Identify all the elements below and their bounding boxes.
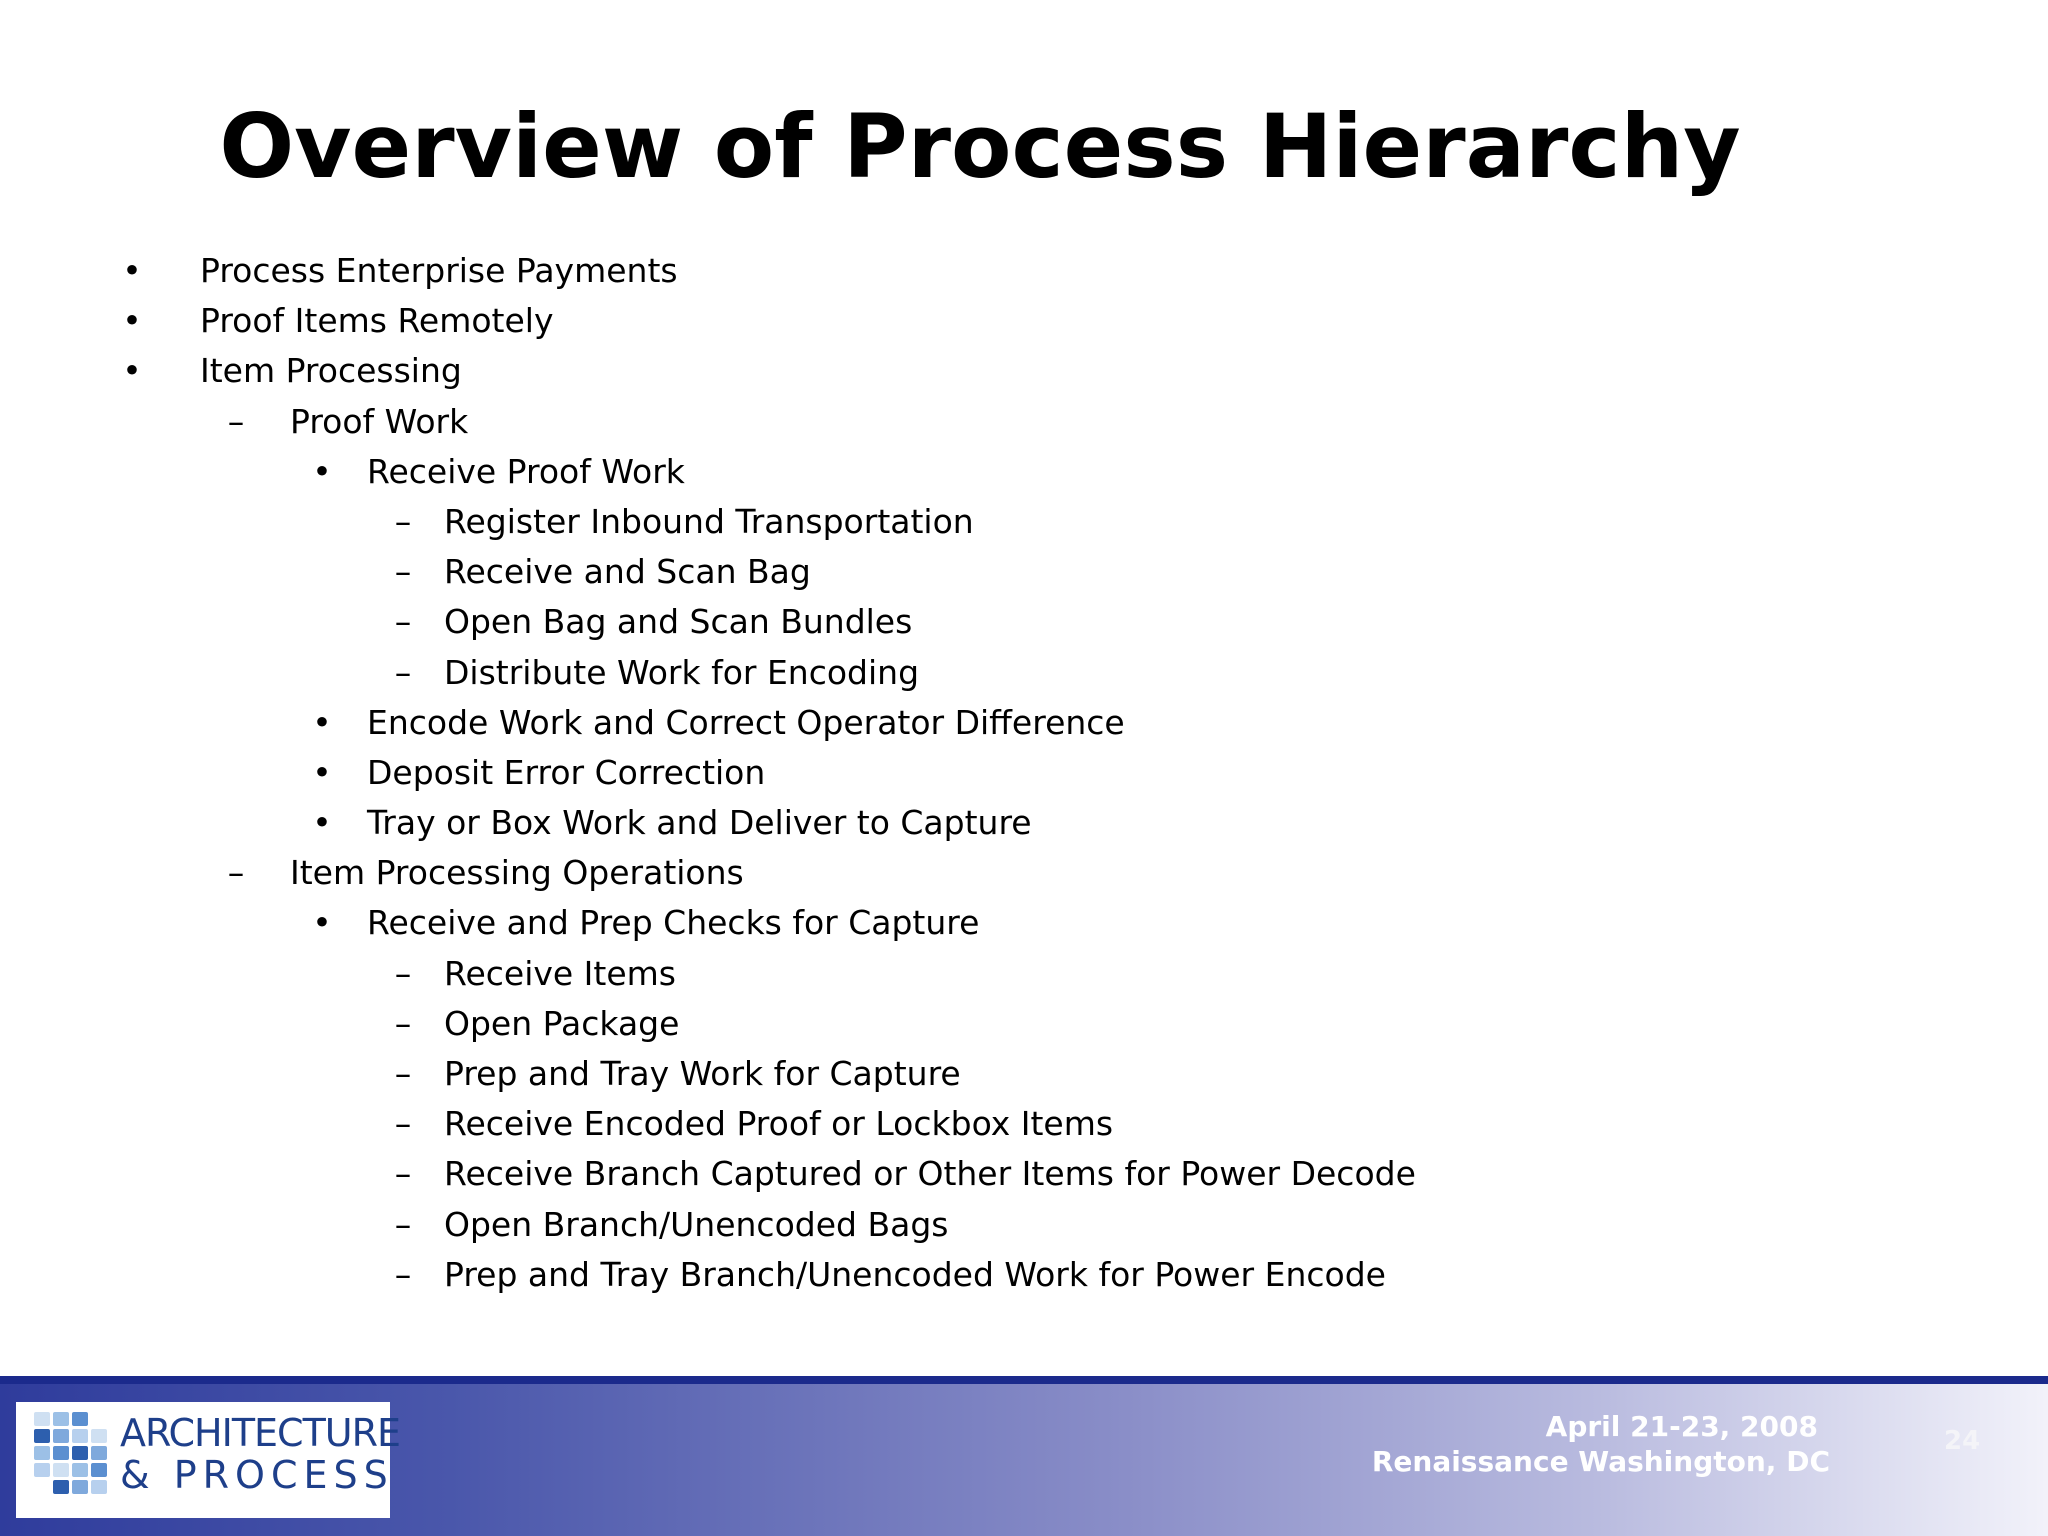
bullet-dash-marker: – bbox=[394, 1104, 412, 1144]
footer-rule bbox=[0, 1376, 2048, 1384]
bullet-text: Receive Encoded Proof or Lockbox Items bbox=[444, 1104, 1114, 1144]
bullet-item bbox=[0, 748, 2048, 798]
logo-text-architecture: ARCHITECTURE bbox=[120, 1411, 401, 1455]
bullet-item bbox=[0, 898, 2048, 948]
bullet-dot-marker: • bbox=[312, 903, 332, 943]
bullet-item bbox=[0, 949, 2048, 999]
bullet-item bbox=[0, 547, 2048, 597]
bullet-dot-marker: • bbox=[122, 251, 142, 290]
bullet-item bbox=[0, 698, 2048, 748]
page-number: 24 bbox=[1944, 1426, 1981, 1456]
logo-block bbox=[34, 1412, 50, 1426]
logo-block bbox=[53, 1429, 69, 1443]
bullet-dot-marker: • bbox=[312, 803, 332, 843]
logo-block bbox=[72, 1463, 88, 1477]
bullet-text: Prep and Tray Branch/Unencoded Work for Power Encode bbox=[444, 1254, 1386, 1294]
bullet-list bbox=[0, 246, 2048, 1300]
bullet-text: Proof Items Remotely bbox=[200, 301, 554, 341]
logo-block bbox=[53, 1412, 69, 1426]
bullet-item bbox=[0, 397, 2048, 447]
bullet-text: Process Enterprise Payments bbox=[200, 251, 678, 290]
logo-text-process: & PROCESS bbox=[120, 1453, 394, 1497]
bullet-text: Distribute Work for Encoding bbox=[444, 652, 920, 692]
logo-block bbox=[72, 1429, 88, 1443]
bullet-text: Item Processing Operations bbox=[290, 853, 744, 893]
bullet-text: Proof Work bbox=[290, 401, 469, 441]
bullet-text: Receive and Scan Bag bbox=[444, 552, 811, 592]
bullet-text: Item Processing bbox=[200, 351, 462, 391]
bullet-dash-marker: – bbox=[394, 1254, 412, 1294]
logo-block bbox=[72, 1446, 88, 1460]
bullet-dash-marker: – bbox=[394, 501, 412, 541]
bullet-dash-marker: – bbox=[394, 652, 412, 692]
bullet-text: Open Package bbox=[444, 1003, 680, 1043]
logo-block bbox=[72, 1412, 88, 1426]
logo-block bbox=[91, 1446, 107, 1460]
footer-band bbox=[0, 1376, 2048, 1536]
bullet-dash-marker: – bbox=[227, 853, 245, 893]
bullet-dot-marker: • bbox=[312, 451, 332, 491]
bullet-item bbox=[0, 1149, 2048, 1199]
bullet-item bbox=[0, 648, 2048, 698]
logo-block bbox=[91, 1429, 107, 1443]
bullet-text: Receive and Prep Checks for Capture bbox=[367, 903, 980, 943]
bullet-dot-marker: • bbox=[122, 301, 142, 341]
bullet-text: Prep and Tray Work for Capture bbox=[444, 1054, 961, 1093]
bullet-text: Receive Items bbox=[444, 953, 676, 993]
bullet-item bbox=[0, 1099, 2048, 1149]
bullet-item bbox=[0, 497, 2048, 547]
bullet-dash-marker: – bbox=[227, 401, 245, 441]
bullet-text: Receive Proof Work bbox=[367, 451, 685, 491]
bullet-dash-marker: – bbox=[394, 552, 412, 592]
bullet-dash-marker: – bbox=[394, 602, 412, 642]
bullet-dot-marker: • bbox=[312, 702, 332, 742]
bullet-item bbox=[0, 597, 2048, 647]
bullet-item bbox=[0, 1250, 2048, 1300]
bullet-dash-marker: – bbox=[394, 1154, 412, 1194]
logo-block bbox=[53, 1480, 69, 1494]
bullet-text: Register Inbound Transportation bbox=[444, 501, 974, 541]
event-venue: Renaissance Washington, DC bbox=[1371, 1445, 1830, 1478]
logo-block bbox=[34, 1429, 50, 1443]
bullet-item bbox=[0, 999, 2048, 1049]
bullet-dot-marker: • bbox=[312, 752, 332, 792]
bullet-dot-marker: • bbox=[122, 351, 142, 391]
logo-block bbox=[53, 1463, 69, 1477]
bullet-text: Tray or Box Work and Deliver to Capture bbox=[367, 803, 1032, 843]
logo-block bbox=[72, 1480, 88, 1494]
blue-block-grid-logo-icon bbox=[34, 1412, 110, 1498]
architecture-process-logo bbox=[16, 1402, 401, 1518]
bullet-text: Encode Work and Correct Operator Difference bbox=[367, 702, 1125, 742]
bullet-item bbox=[0, 1049, 2048, 1099]
logo-block bbox=[91, 1463, 107, 1477]
bullet-item bbox=[0, 447, 2048, 497]
bullet-item bbox=[0, 848, 2048, 898]
bullet-text: Open Branch/Unencoded Bags bbox=[444, 1204, 949, 1244]
bullet-item bbox=[0, 346, 2048, 396]
bullet-item bbox=[0, 1200, 2048, 1250]
logo-block bbox=[34, 1463, 50, 1477]
logo-block bbox=[91, 1480, 107, 1494]
bullet-dash-marker: – bbox=[394, 953, 412, 993]
logo-block bbox=[53, 1446, 69, 1460]
bullet-text: Receive Branch Captured or Other Items for Power Decode bbox=[444, 1154, 1416, 1194]
logo-block bbox=[34, 1446, 50, 1460]
event-date: April 21-23, 2008 bbox=[1545, 1410, 1818, 1443]
bullet-dash-marker: – bbox=[394, 1204, 412, 1244]
bullet-text: Open Bag and Scan Bundles bbox=[444, 602, 913, 642]
bullet-dash-marker: – bbox=[394, 1003, 412, 1043]
bullet-item bbox=[0, 296, 2048, 346]
slide-title: Overview of Process Hierarchy bbox=[219, 95, 1741, 198]
bullet-text: Deposit Error Correction bbox=[367, 752, 766, 792]
bullet-dash-marker: – bbox=[394, 1054, 412, 1093]
bullet-item bbox=[0, 246, 2048, 296]
bullet-item bbox=[0, 798, 2048, 848]
